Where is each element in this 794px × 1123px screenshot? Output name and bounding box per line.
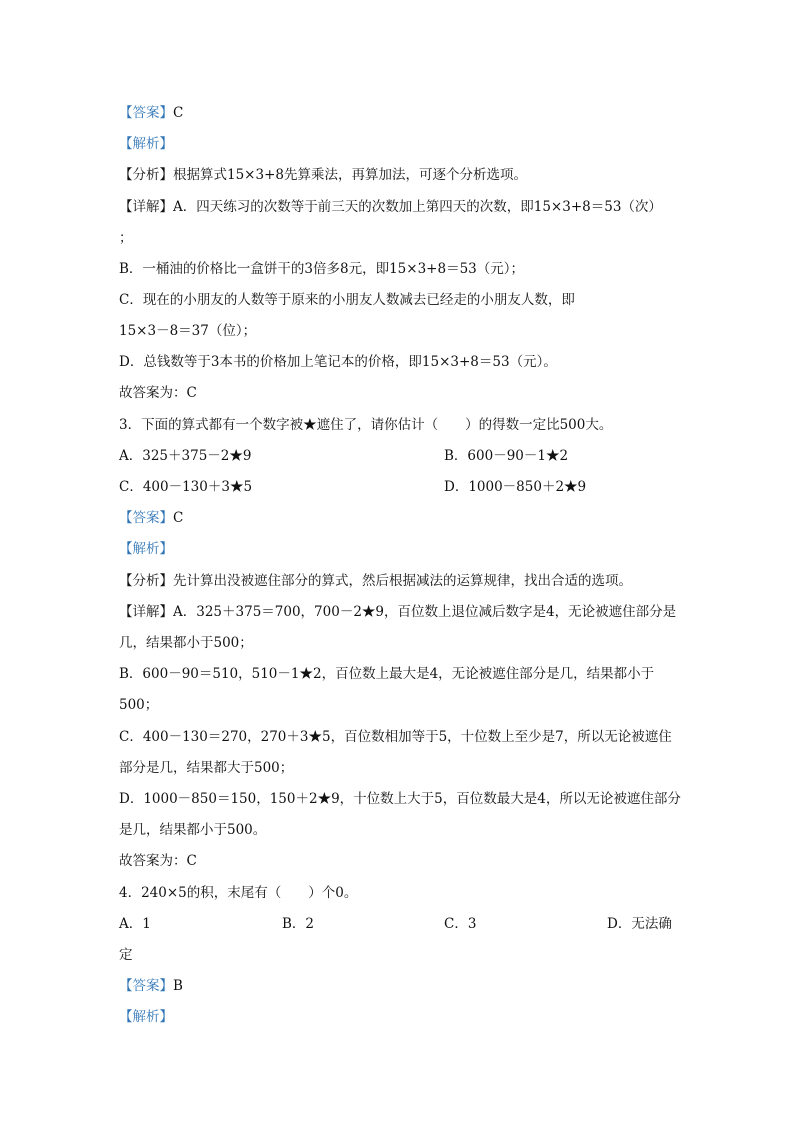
text-line: 故答案为：C (119, 385, 197, 401)
q3-option-d: D．1000－850＋2★9 (444, 479, 587, 495)
analysis-heading (119, 540, 173, 558)
text-line: 故答案为：C (119, 853, 197, 869)
text-line: D．1000－850＝150，150＋2★9，十位数上大于5，百位数最大是4，所以无论被遮住部分 (119, 791, 681, 807)
text-line: 【详解】A．325＋375＝700，700－2★9，百位数上退位减后数字是4，无论被遮住部分是 (119, 604, 677, 620)
answer-tag: 【答案】 (119, 105, 173, 121)
q4-option-c: C．3 (444, 916, 477, 932)
text-line: C．现在的小朋友的人数等于原来的小朋友人数减去已经走的小朋友人数，即 (119, 292, 575, 308)
q3-option-a: A．325＋375－2★9 (119, 448, 252, 464)
text-line: D．总钱数等于3本书的价格加上笔记本的价格，即15×3+8＝53（元）。 (119, 354, 557, 370)
text-line: 15×3－8＝37（位）； (119, 323, 257, 339)
answer-line (119, 104, 183, 122)
text-line: B．一桶油的价格比一盒饼干的3倍多8元，即15×3+8＝53（元）； (119, 261, 525, 277)
answer-text: C (173, 510, 184, 526)
answer-tag: 【答案】 (119, 510, 173, 526)
analysis-tag: 【解析】 (119, 541, 173, 557)
answer-line (119, 977, 183, 995)
analysis-tag: 【解析】 (119, 136, 173, 152)
answer-tag: 【答案】 (119, 978, 173, 994)
text-line: 【详解】A．四天练习的次数等于前三天的次数加上第四天的次数，即15×3+8＝53（次） (119, 199, 662, 215)
q4-option-b: B．2 (282, 916, 315, 932)
answer-text: B (173, 978, 183, 994)
text-line: 500； (119, 697, 159, 713)
text-line: C．400－130＝270，270＋3★5，百位数相加等于5，十位数上至少是7，所以无论被遮住 (119, 729, 672, 745)
text-line: 【分析】根据算式15×3+8先算乘法，再算加法，可逐个分析选项。 (119, 167, 527, 183)
text-line: ； (119, 230, 133, 246)
text-line: 【分析】先计算出没被遮住部分的算式，然后根据减法的运算规律，找出合适的选项。 (119, 573, 632, 589)
analysis-heading (119, 1008, 173, 1026)
q4-option-d: D．无法确 (607, 916, 672, 932)
text-line: 定 (119, 947, 133, 963)
text-line: 是几，结果都小于500。 (119, 822, 267, 838)
answer-line (119, 509, 183, 527)
q4-option-a: A．1 (119, 916, 151, 932)
q3-option-c: C．400－130＋3★5 (119, 479, 253, 495)
text-line: B．600－90＝510，510－1★2，百位数上最大是4，无论被遮住部分是几，结果都小于 (119, 666, 655, 682)
analysis-tag: 【解析】 (119, 1009, 173, 1025)
text-line: 部分是几，结果都大于500； (119, 760, 294, 776)
question-3: 3．下面的算式都有一个数字被★遮住了，请你估计（ ）的得数一定比500大。 (119, 417, 613, 433)
analysis-heading (119, 135, 173, 153)
answer-text: C (173, 105, 184, 121)
text-line: 几，结果都小于500； (119, 635, 253, 651)
question-4: 4．240×5的积，末尾有（ ）个0。 (119, 885, 358, 901)
q3-option-b: B．600－90－1★2 (444, 448, 569, 464)
